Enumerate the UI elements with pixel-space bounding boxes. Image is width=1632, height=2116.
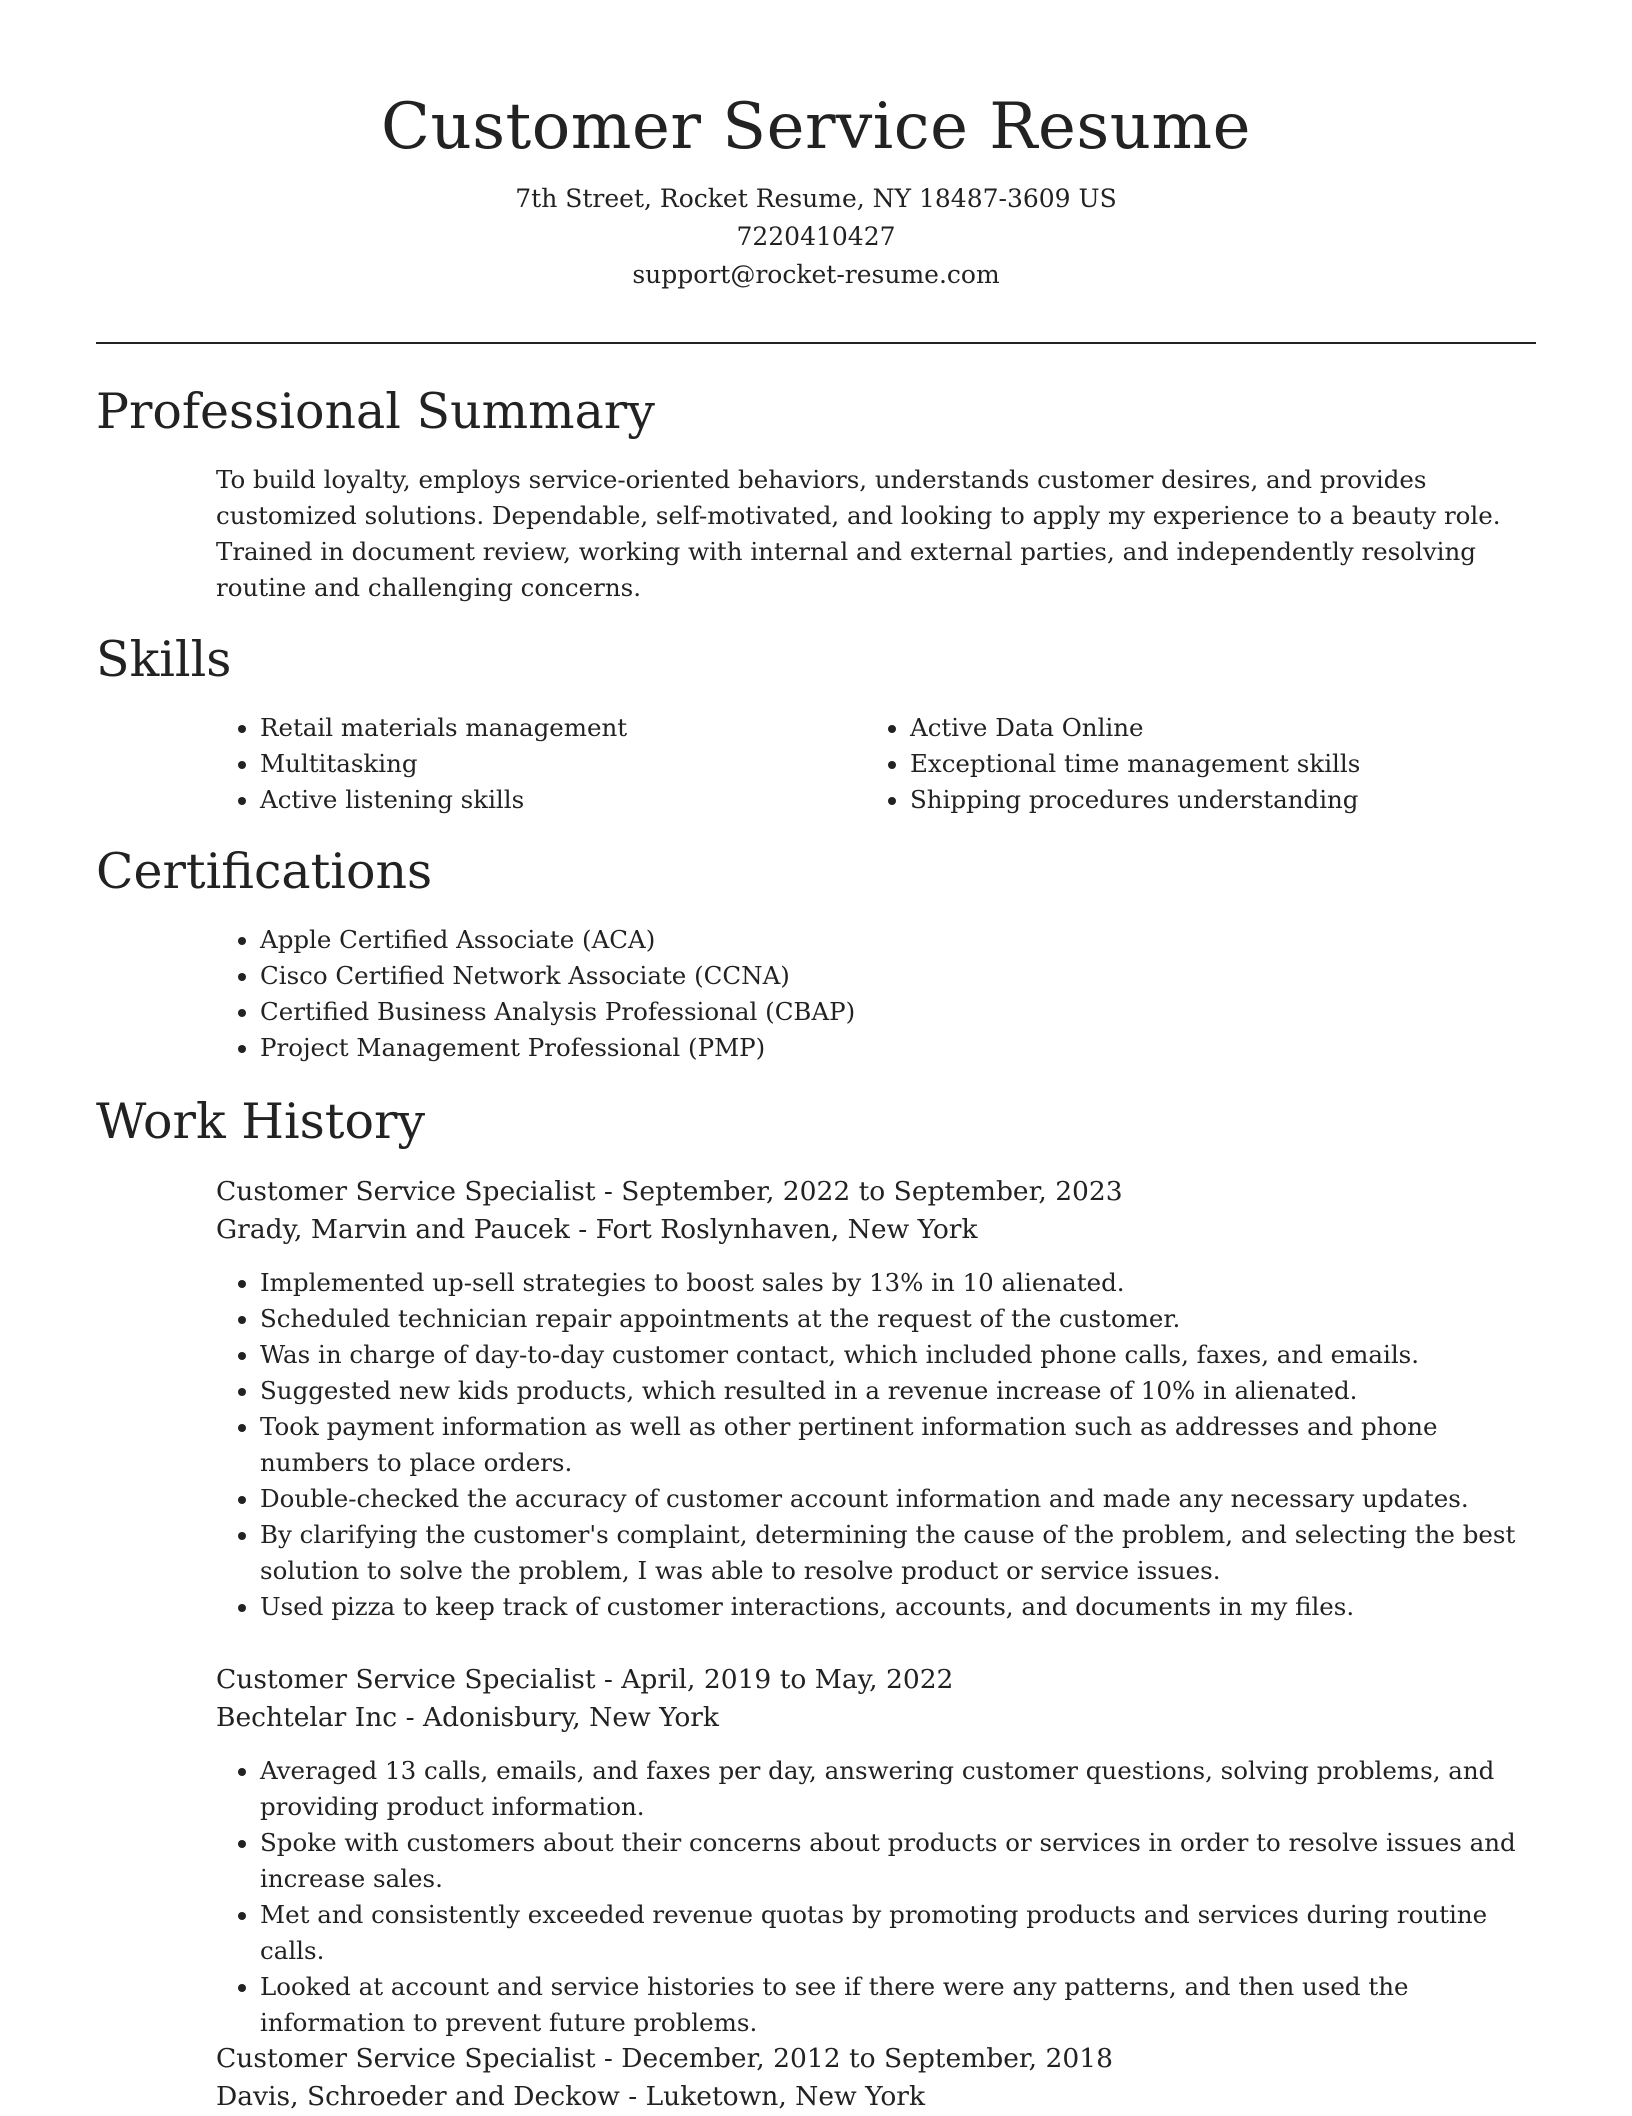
job-duty-item: • Took payment information as well as other pertinent information such as addresses and phone numbers to place orders. bbox=[260, 1409, 1536, 1481]
summary-heading: Professional Summary bbox=[96, 383, 655, 440]
summary-text: To build loyalty, employs service-oriented behaviors, understands customer desires, and provides customized solutions. Dependable, self-motivated, and looking to apply my experience to a beauty role. Trained in document review, working with internal and external parties, and independently resolving routine and challenging concerns. bbox=[216, 465, 1501, 602]
certification-item: • Apple Certified Associate (ACA) bbox=[260, 922, 1536, 958]
job-duties-list bbox=[216, 1753, 1536, 2041]
job-company-line bbox=[216, 1211, 1536, 1249]
job-title: Customer Service Specialist bbox=[216, 1664, 596, 1695]
certifications-section bbox=[216, 922, 1536, 1066]
contact-email: support@rocket-resume.com bbox=[632, 260, 1000, 289]
job-separator: - bbox=[595, 1664, 622, 1695]
skills-column-left bbox=[216, 710, 866, 818]
skills-section bbox=[216, 710, 1536, 818]
job-title: Customer Service Specialist bbox=[216, 1176, 596, 1207]
job-duties-list bbox=[216, 1265, 1536, 1625]
job-location: Luketown, New York bbox=[645, 2081, 926, 2112]
job-duty-item: • By clarifying the customer's complaint, determining the cause of the problem, and selecting the best solution to solve the problem, I was able to resolve product or service issues. bbox=[260, 1517, 1536, 1589]
job-title: Customer Service Specialist bbox=[216, 2043, 596, 2074]
job-title-line bbox=[216, 2040, 1536, 2078]
job-dates: September, 2022 to September, 2023 bbox=[621, 1176, 1123, 1207]
summary-section bbox=[216, 462, 1536, 606]
certification-item: • Certified Business Analysis Professional (CBAP) bbox=[260, 994, 1536, 1030]
skill-item: • Shipping procedures understanding bbox=[910, 782, 1516, 818]
job-duty-item: • Suggested new kids products, which resulted in a revenue increase of 10% in alienated. bbox=[260, 1373, 1536, 1409]
job-separator: - bbox=[595, 2043, 622, 2074]
job-company-line bbox=[216, 1699, 1536, 1737]
job-entry bbox=[216, 2040, 1536, 2116]
contact-info bbox=[96, 180, 1536, 294]
job-duty-item: • Averaged 13 calls, emails, and faxes per day, answering customer questions, solving problems, and providing product information. bbox=[260, 1753, 1536, 1825]
job-company: Davis, Schroeder and Deckow bbox=[216, 2081, 620, 2112]
skill-item: • Multitasking bbox=[260, 746, 866, 782]
job-location: Fort Roslynhaven, New York bbox=[595, 1214, 978, 1245]
job-entry bbox=[216, 1173, 1536, 1625]
resume-header bbox=[96, 84, 1536, 294]
skill-item: • Retail materials management bbox=[260, 710, 866, 746]
contact-phone: 7220410427 bbox=[736, 222, 896, 251]
skill-item: • Exceptional time management skills bbox=[910, 746, 1516, 782]
skills-list-right bbox=[866, 710, 1516, 818]
job-entry bbox=[216, 1661, 1536, 2041]
job-separator: - bbox=[595, 1176, 622, 1207]
certifications-list bbox=[216, 922, 1536, 1066]
job-duty-item: • Implemented up-sell strategies to boost sales by 13% in 10 alienated. bbox=[260, 1265, 1536, 1301]
job-duty-item: • Scheduled technician repair appointments at the request of the customer. bbox=[260, 1301, 1536, 1337]
job-company-line bbox=[216, 2078, 1536, 2116]
resume-title: Customer Service Resume bbox=[381, 90, 1251, 164]
job-duty-item: • Met and consistently exceeded revenue quotas by promoting products and services during routine calls. bbox=[260, 1897, 1536, 1969]
job-dates: April, 2019 to May, 2022 bbox=[621, 1664, 954, 1695]
job-company: Grady, Marvin and Paucek bbox=[216, 1214, 570, 1245]
job-title-line bbox=[216, 1661, 1536, 1699]
job-duty-item: • Spoke with customers about their concerns about products or services in order to resolve issues and increase sales. bbox=[260, 1825, 1536, 1897]
skills-list-left bbox=[216, 710, 866, 818]
skills-heading: Skills bbox=[96, 631, 232, 688]
job-duty-item: • Looked at account and service histories to see if there were any patterns, and then used the information to prevent future problems. bbox=[260, 1969, 1536, 2041]
contact-address: 7th Street, Rocket Resume, NY 18487-3609 US bbox=[515, 184, 1117, 213]
job-separator: - bbox=[619, 2081, 646, 2112]
job-duty-item: • Used pizza to keep track of customer interactions, accounts, and documents in my files. bbox=[260, 1589, 1536, 1625]
job-duty-item: • Was in charge of day-to-day customer contact, which included phone calls, faxes, and emails. bbox=[260, 1337, 1536, 1373]
job-title-line bbox=[216, 1173, 1536, 1211]
certification-item: • Project Management Professional (PMP) bbox=[260, 1030, 1536, 1066]
certifications-heading: Certifications bbox=[96, 843, 433, 900]
certification-item: • Cisco Certified Network Associate (CCNA) bbox=[260, 958, 1536, 994]
skill-item: • Active listening skills bbox=[260, 782, 866, 818]
skills-column-right bbox=[866, 710, 1516, 818]
skill-item: • Active Data Online bbox=[910, 710, 1516, 746]
skills-columns bbox=[216, 710, 1536, 818]
header-divider bbox=[96, 342, 1536, 344]
job-company: Bechtelar Inc bbox=[216, 1702, 398, 1733]
job-dates: December, 2012 to September, 2018 bbox=[621, 2043, 1113, 2074]
job-location: Adonisbury, New York bbox=[422, 1702, 719, 1733]
job-separator: - bbox=[397, 1702, 423, 1733]
job-separator: - bbox=[569, 1214, 596, 1245]
work-history-heading: Work History bbox=[96, 1093, 426, 1150]
job-duty-item: • Double-checked the accuracy of customer account information and made any necessary updates. bbox=[260, 1481, 1536, 1517]
